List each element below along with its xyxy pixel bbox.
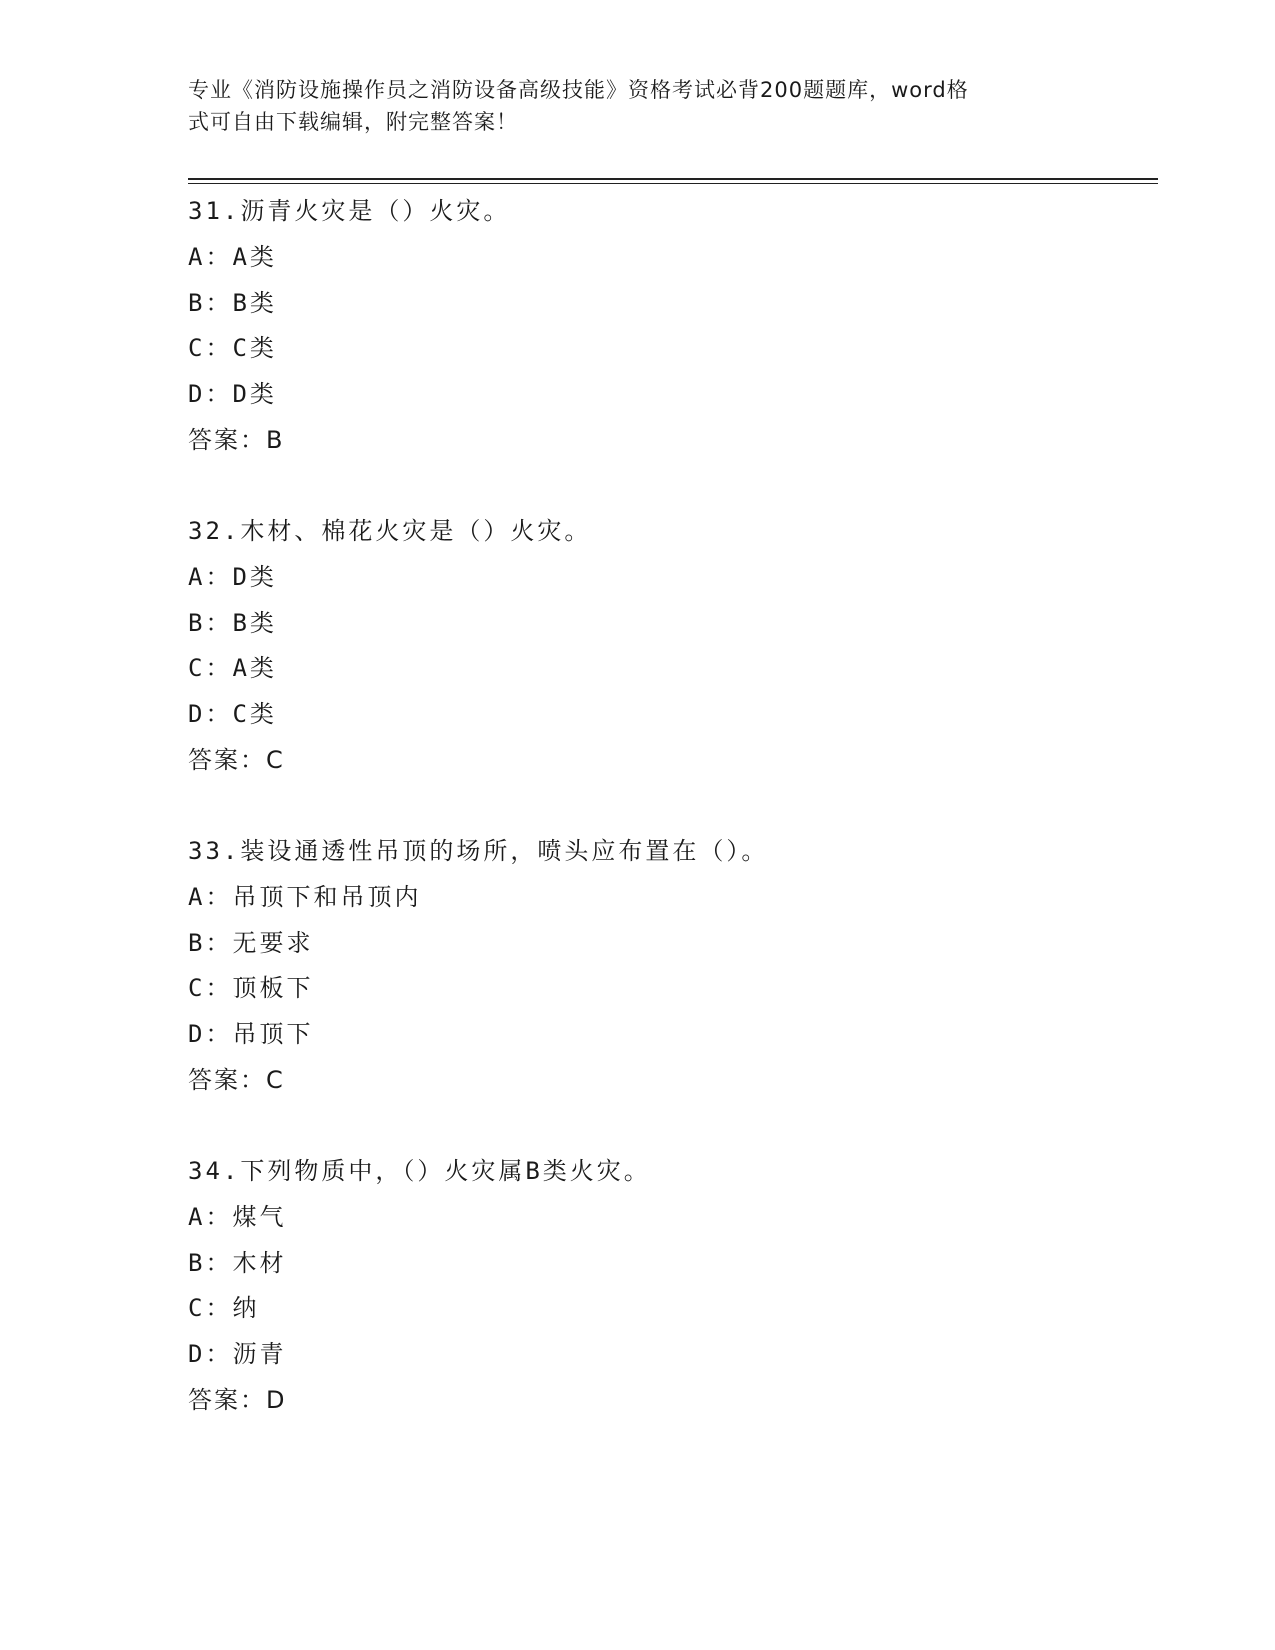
header-line-1: 专业《消防设施操作员之消防设备高级技能》资格考试必背200题题库，word格 [188, 78, 969, 102]
question-block [188, 189, 1148, 464]
option-c: C：A类 [188, 654, 277, 683]
question-stem: 33.装设通透性吊顶的场所，喷头应布置在（）。 [188, 837, 769, 865]
document-header [188, 74, 1068, 138]
header-line-2: 式可自由下载编辑，附完整答案！ [188, 110, 518, 134]
answer-line: 答案：D [188, 1385, 287, 1414]
option-b: B：无要求 [188, 928, 314, 957]
answer-line: 答案：B [188, 425, 285, 454]
option-b: B：B类 [188, 608, 277, 637]
option-d: D：沥青 [188, 1340, 287, 1369]
option-a: A：煤气 [188, 1202, 287, 1231]
option-b: B：木材 [188, 1248, 287, 1277]
option-c: C：顶板下 [188, 974, 314, 1003]
question-stem: 32.木材、棉花火灾是（）火灾。 [188, 517, 592, 545]
question-block [188, 1149, 1148, 1424]
question-stem: 34.下列物质中，（）火灾属B类火灾。 [188, 1157, 651, 1185]
question-stem: 31.沥青火灾是（）火灾。 [188, 197, 511, 225]
option-c: C：C类 [188, 334, 277, 363]
option-c: C：纳 [188, 1294, 260, 1323]
answer-line: 答案：C [188, 745, 285, 774]
question-block [188, 509, 1148, 784]
option-a: A：D类 [188, 562, 277, 591]
option-d: D：吊顶下 [188, 1020, 314, 1049]
option-d: D：D类 [188, 380, 277, 409]
option-b: B：B类 [188, 288, 277, 317]
option-d: D：C类 [188, 700, 277, 729]
header-divider-thick [188, 178, 1158, 180]
question-block [188, 829, 1148, 1104]
option-a: A：吊顶下和吊顶内 [188, 882, 422, 911]
header-divider-thin [188, 183, 1158, 184]
answer-line: 答案：C [188, 1065, 285, 1094]
option-a: A：A类 [188, 242, 277, 271]
